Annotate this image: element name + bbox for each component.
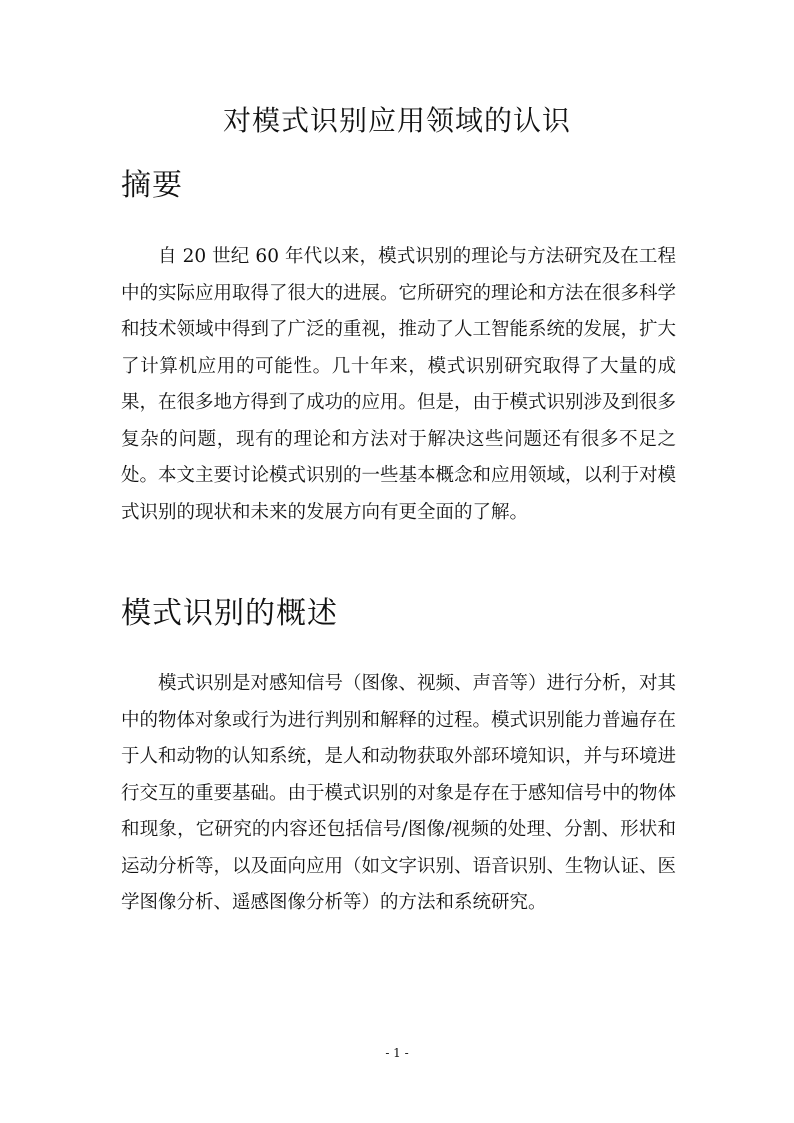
section-heading-abstract: 摘要 xyxy=(121,168,183,203)
section-heading-overview: 模式识别的概述 xyxy=(121,596,338,631)
document-title: 对模式识别应用领域的认识 xyxy=(222,104,571,137)
abstract-paragraph: 自 20 世纪 60 年代以来，模式识别的理论与方法研究及在工程中的实际应用取得了很大的进展。它所研究的理论和方法在很多科学和技术领域中得到了广泛的重视，推动了人工智能系统的发展，扩大了计算机应用的可能性。几十年来，模式识别研究取得了大量的成果，在很多地方得到了成功的应用。但是，由于模式识别涉及到很多复杂的问题，现有的理论和方法对于解决这些问题还有很多不足之处。本文主要讨论模式识别的一些基本概念和应用领域，以利于对模式识别的现状和未来的发展方向有更全面的了解。 xyxy=(121,246,677,523)
overview-paragraph: 模式识别是对感知信号（图像、视频、声音等）进行分析，对其中的物体对象或行为进行判别和解释的过程。模式识别能力普遍存在于人和动物的认知系统，是人和动物获取外部环境知识，并与环境进行交互的重要基础。由于模式识别的对象是存在于感知信号中的物体和现象，它研究的内容还包括信号/图像/视频的处理、分割、形状和运动分析等，以及面向应用（如文字识别、语音识别、生物认证、医学图像分析、遥感图像分析等）的方法和系统研究。 xyxy=(121,673,677,913)
page-number: - 1 - xyxy=(385,1046,409,1060)
